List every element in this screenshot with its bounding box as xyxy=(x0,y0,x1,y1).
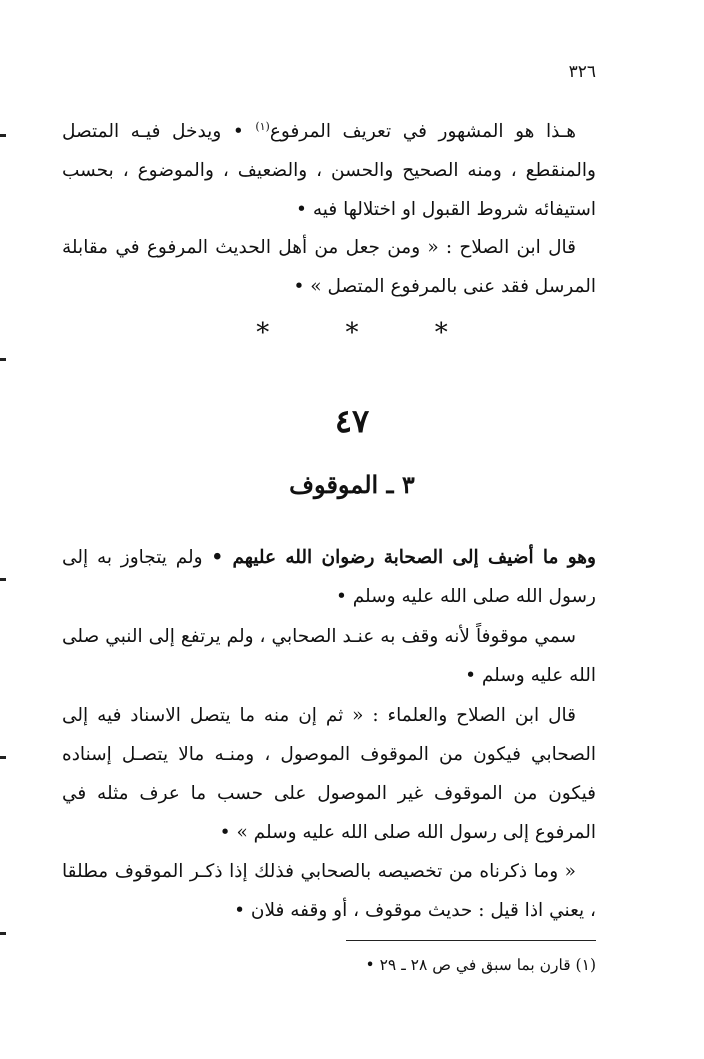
margin-mark xyxy=(0,134,6,137)
paragraph-naming-reason xyxy=(62,617,596,695)
paragraph-naming-text: سمي موقوفاً لأنه وقف به عنـد الصحابي ، ولم يرتفع إلى النبي صلى الله عليه وسلم • xyxy=(62,626,596,686)
margin-mark xyxy=(0,358,6,361)
definition-bold-text: وهو ما أضيف إلى الصحابة رضوان الله عليهم • xyxy=(211,547,596,568)
paragraph-sahabi-specification xyxy=(62,852,596,930)
margin-mark xyxy=(0,932,6,935)
paragraph-mawquf-definition xyxy=(62,538,596,616)
chapter-number: ٤٧ xyxy=(334,402,370,440)
paragraph-ibn-salah-text: قال ابن الصلاح : « ومن جعل من أهل الحديث المرفوع في مقابلة المرسل فقد عنى بالمرفوع المتصل » • xyxy=(62,237,596,297)
paragraph-raf-text-a: هـذا هو المشهور في تعريف المرفوع xyxy=(269,121,577,142)
paragraph-raf-text-b: • ويدخل فيـه المتصل والمنقطع ، ومنه الصحيح والحسن ، والضعيف ، والموضوع ، بحسب استيفائه شروط القبول او اختلالها فيه • xyxy=(62,121,596,220)
footnote: (١) قارن بما سبق في ص ٢٨ ـ ٢٩ • xyxy=(365,956,596,974)
footnote-separator xyxy=(346,940,596,941)
page-number: ٣٢٦ xyxy=(568,62,596,82)
paragraph-ibn-salah-quote xyxy=(62,228,596,306)
footnote-reference[interactable]: (١) xyxy=(255,119,270,133)
margin-mark xyxy=(0,756,6,759)
section-divider-stars: * * * xyxy=(256,318,482,348)
definition-rest-text: ولم يتجاوز به إلى رسول الله صلى الله عليه وسلم • xyxy=(62,547,596,607)
section-title: ٣ ـ الموقوف xyxy=(289,470,415,499)
margin-mark xyxy=(0,578,6,581)
paragraph-scholars-text: قال ابن الصلاح والعلماء : « ثم إن منه ما يتصل الاسناد فيه إلى الصحابي فيكون من الموقوف الموصول ، ومنـه مالا يتصـل إسناده فيكون من الموقوف غير الموصول على حسب ما عرف مثله في المرفوع إلى رسول الله صلى الله عليه وسلم » • xyxy=(62,705,596,843)
paragraph-raf-definition xyxy=(62,112,596,229)
paragraph-specification-text: « وما ذكرناه من تخصيصه بالصحابي فذلك إذا ذكـر الموقوف مطلقا ، يعني اذا قيل : حديث موقوف ، أو وقفه فلان • xyxy=(62,861,596,921)
paragraph-ibn-salah-scholars xyxy=(62,696,596,852)
